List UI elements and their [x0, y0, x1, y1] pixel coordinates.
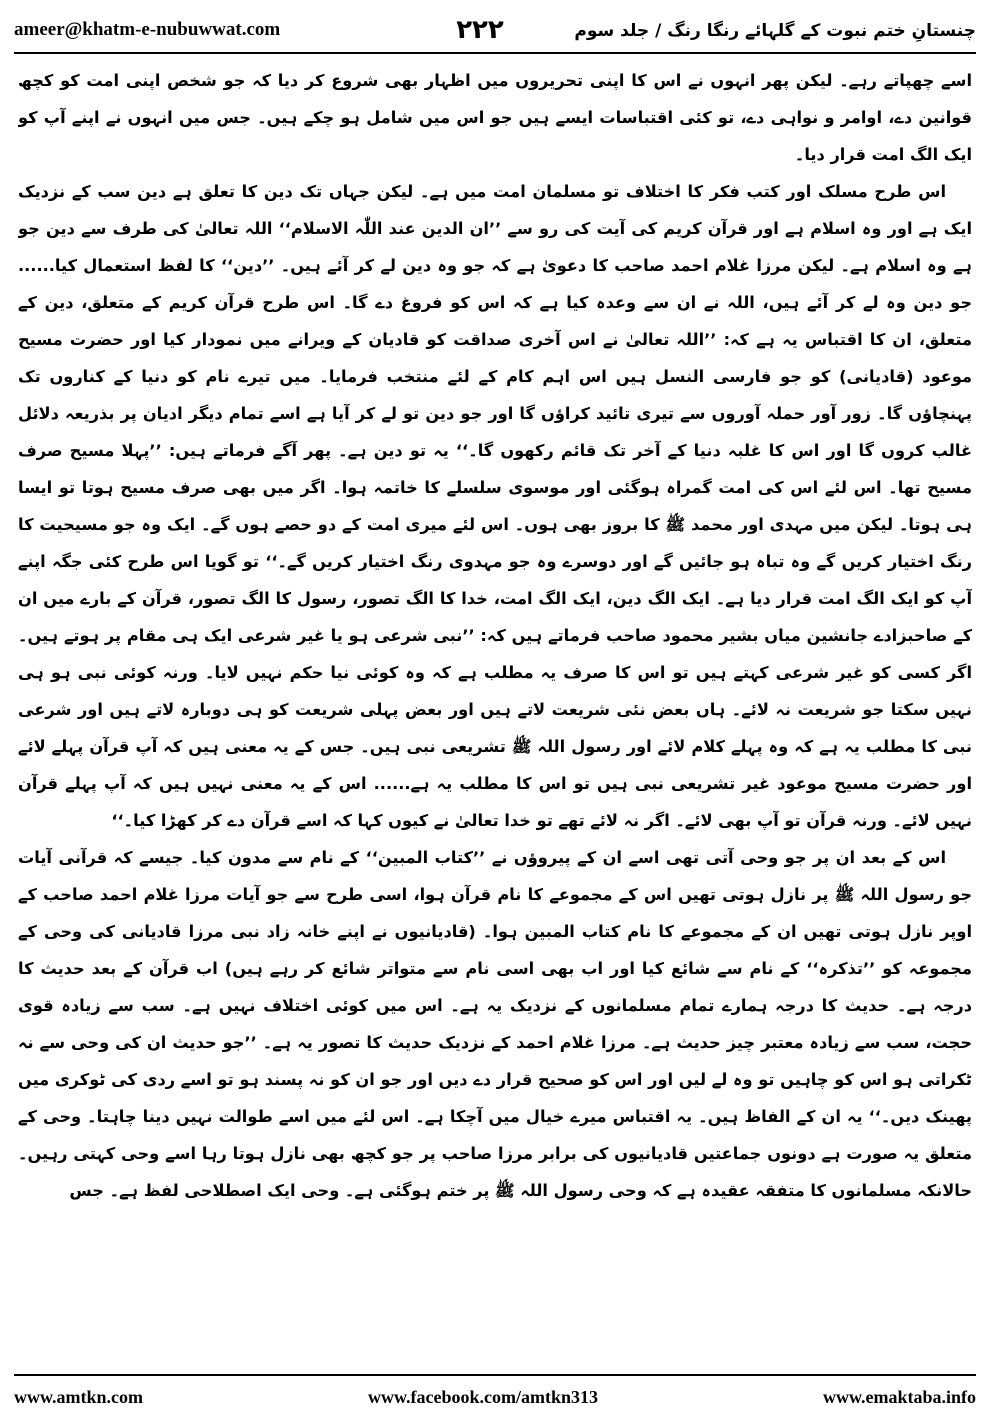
- paragraph: اس کے بعد ان پر جو وحی آتی تھی اسے ان کے پیروؤں نے ’’کتاب المبین‘‘ کے نام سے مدون کیا۔ جیسے کہ قرآنی آیات جو رسول اللہ ﷺ پر نازل ہوتی تھیں اس کے مجموعے کا نام قرآن ہوا، اسی طرح سے جو آیات مرزا غلام احمد صاحب کے اوپر نازل ہوتی تھیں ان کے مجموعے کا نام کتاب المبین ہوا۔ (قادیانیوں نے اپنے خانہ زاد نبی مرزا قادیانی کی وحی کے مجموعہ کو ’’تذکرہ‘‘ کے نام سے شائع کیا اور اب بھی اسی نام سے متواتر شائع کر رہے ہیں) اب قرآن کے بعد حدیث کا درجہ ہے۔ حدیث کا درجہ ہمارے تمام مسلمانوں کے نزدیک یہ ہے۔ اس میں کوئی اختلاف نہیں ہے۔ سب سے زیادہ قوی حجت، سب سے زیادہ معتبر چیز حدیث ہے۔ مرزا غلام احمد کے نزدیک حدیث کا تصور یہ ہے۔ ’’جو حدیث ان کی وحی سے نہ ٹکراتی ہو اس کو چاہیں تو وہ لے لیں اور اس کو صحیح قرار دے دیں اور جو ان کو نہ پسند ہو تو اسے ردی کی ٹوکری میں پھینک دیں۔‘‘ یہ ان کے الفاظ ہیں۔ یہ اقتباس میرے خیال میں آچکا ہے۔ اس لئے میں اسے طوالت نہیں دینا چاہتا۔ وحی کے متعلق یہ صورت ہے دونوں جماعتیں قادیانیوں کی برابر مرزا صاحب پر جو کچھ بھی نازل ہوتا رہا اسے وحی کہتی رہیں۔ حالانکہ مسلمانوں کا متفقہ عقیدہ ہے کہ وحی رسول اللہ ﷺ پر ختم ہوگئی ہے۔ وحی ایک اصطلاحی لفظ ہے۔ جس: [18, 848, 972, 1200]
- header-email[interactable]: ameer@khatm-e-nubuwwat.com: [14, 19, 281, 40]
- footer-divider: [14, 1374, 976, 1376]
- paragraph: اسے چھپاتے رہے۔ لیکن پھر انہوں نے اس کا اپنی تحریروں میں اظہار بھی شروع کر دیا کہ جو شخص اپنی امت کو کچھ قوانین دے، اوامر و نواہی دے، تو کئی اقتباسات ایسے ہیں جو اس میں شامل ہو چکے ہیں۔ جس میں انہوں نے اپنے آپ کو ایک الگ امت قرار دیا۔: [18, 71, 972, 164]
- book-title: چنستانِ ختم نبوت کے گلہائے رنگا رنگ / جلد سوم: [574, 20, 976, 41]
- footer-link-facebook[interactable]: www.facebook.com/amtkn313: [367, 1386, 598, 1407]
- page-number: ۲۲۲: [456, 15, 504, 45]
- paragraph: اس طرح مسلک اور کتب فکر کا اختلاف تو مسلمان امت میں ہے۔ لیکن جہاں تک دین کا تعلق ہے دین سب کے نزدیک ایک ہے اور وہ اسلام ہے اور قرآن کریم کی آیت کی رو سے ’’ان الدین عند اللّٰہ الاسلام‘‘ اللہ تعالیٰ کی طرف سے دین جو ہے وہ اسلام ہے۔ لیکن مرزا غلام احمد صاحب کا دعویٰ ہے کہ جو وہ دین لے کر آئے ہیں۔ ’’دین‘‘ کا لفظ استعمال کیا...... جو دین وہ لے کر آئے ہیں، اللہ نے ان سے وعدہ کیا ہے کہ اس کو فروغ دے گا۔ اس طرح قرآن کریم کے متعلق، دین کے متعلق، ان کا اقتباس یہ ہے کہ: ’’اللہ تعالیٰ نے اس آخری صداقت کو قادیان کے ویرانے میں نمودار کیا اور حضرت مسیح موعود (قادیانی) کو جو فارسی النسل ہیں اس اہم کام کے لئے منتخب فرمایا۔ میں تیرے نام کو دنیا کے کناروں تک پہنچاؤں گا۔ زور آور حملہ آوروں سے تیری تائید کراؤں گا اور جو دین تو لے کر آیا ہے اسے تمام دیگر ادیان پر بذریعہ دلائل غالب کروں گا اور اس کا غلبہ دنیا کے آخر تک قائم رکھوں گا۔‘‘ یہ تو دین ہے۔ پھر آگے فرماتے ہیں: ’’پہلا مسیح صرف مسیح تھا۔ اس لئے اس کی امت گمراہ ہوگئی اور موسوی سلسلے کا خاتمہ ہوا۔ اگر میں بھی صرف مسیح ہوتا تو ایسا ہی ہوتا۔ لیکن میں مہدی اور محمد ﷺ کا بروز بھی ہوں۔ اس لئے میری امت کے دو حصے ہوں گے۔ ایک وہ جو مسیحیت کا رنگ اختیار کریں گے وہ تباہ ہو جائیں گے اور دوسرے وہ جو مہدوی رنگ اختیار کریں گے۔‘‘ تو گویا اس طرح کئی جگہ اپنے آپ کو ایک الگ امت قرار دیا ہے۔ ایک الگ دین، ایک الگ امت، خدا کا الگ تصور، رسول کا الگ تصور، قرآن کے بارے میں ان کے صاحبزادے جانشین میاں بشیر محمود صاحب فرماتے ہیں کہ: ’’نبی شرعی ہو یا غیر شرعی ایک ہی مقام پر ہوتے ہیں۔ اگر کسی کو غیر شرعی کہتے ہیں تو اس کا صرف یہ مطلب ہے کہ وہ کوئی نیا حکم نہیں لایا۔ ورنہ کوئی نبی ہو ہی نہیں سکتا جو شریعت نہ لائے۔ ہاں بعض نئی شریعت لاتے ہیں اور بعض پہلی شریعت کو ہی دوبارہ لاتے ہیں اور شرعی نبی کا مطلب یہ ہے کہ وہ پہلے کلام لائے اور رسول اللہ ﷺ تشریعی نبی ہیں۔ جس کے یہ معنی ہیں کہ آپ قرآن پہلے لائے اور حضرت مسیح موعود غیر تشریعی نبی ہیں تو اس کا مطلب یہ ہے...... اس کے یہ معنی نہیں ہیں کہ آپ پہلے قرآن نہیں لائے۔ ورنہ قرآن تو آپ بھی لائے۔ اگر نہ لائے تھے تو خدا تعالیٰ نے کیوں کہا کہ اسے قرآن دے کر کھڑا کیا۔‘‘: [18, 182, 972, 830]
- footer-link-amtkn[interactable]: www.amtkn.com: [14, 1386, 143, 1407]
- page-header: [14, 10, 976, 50]
- footer-link-emaktaba[interactable]: www.emaktaba.info: [822, 1386, 976, 1407]
- page-body: [18, 62, 972, 1364]
- header-divider: [14, 52, 976, 54]
- page-footer: [14, 1380, 976, 1414]
